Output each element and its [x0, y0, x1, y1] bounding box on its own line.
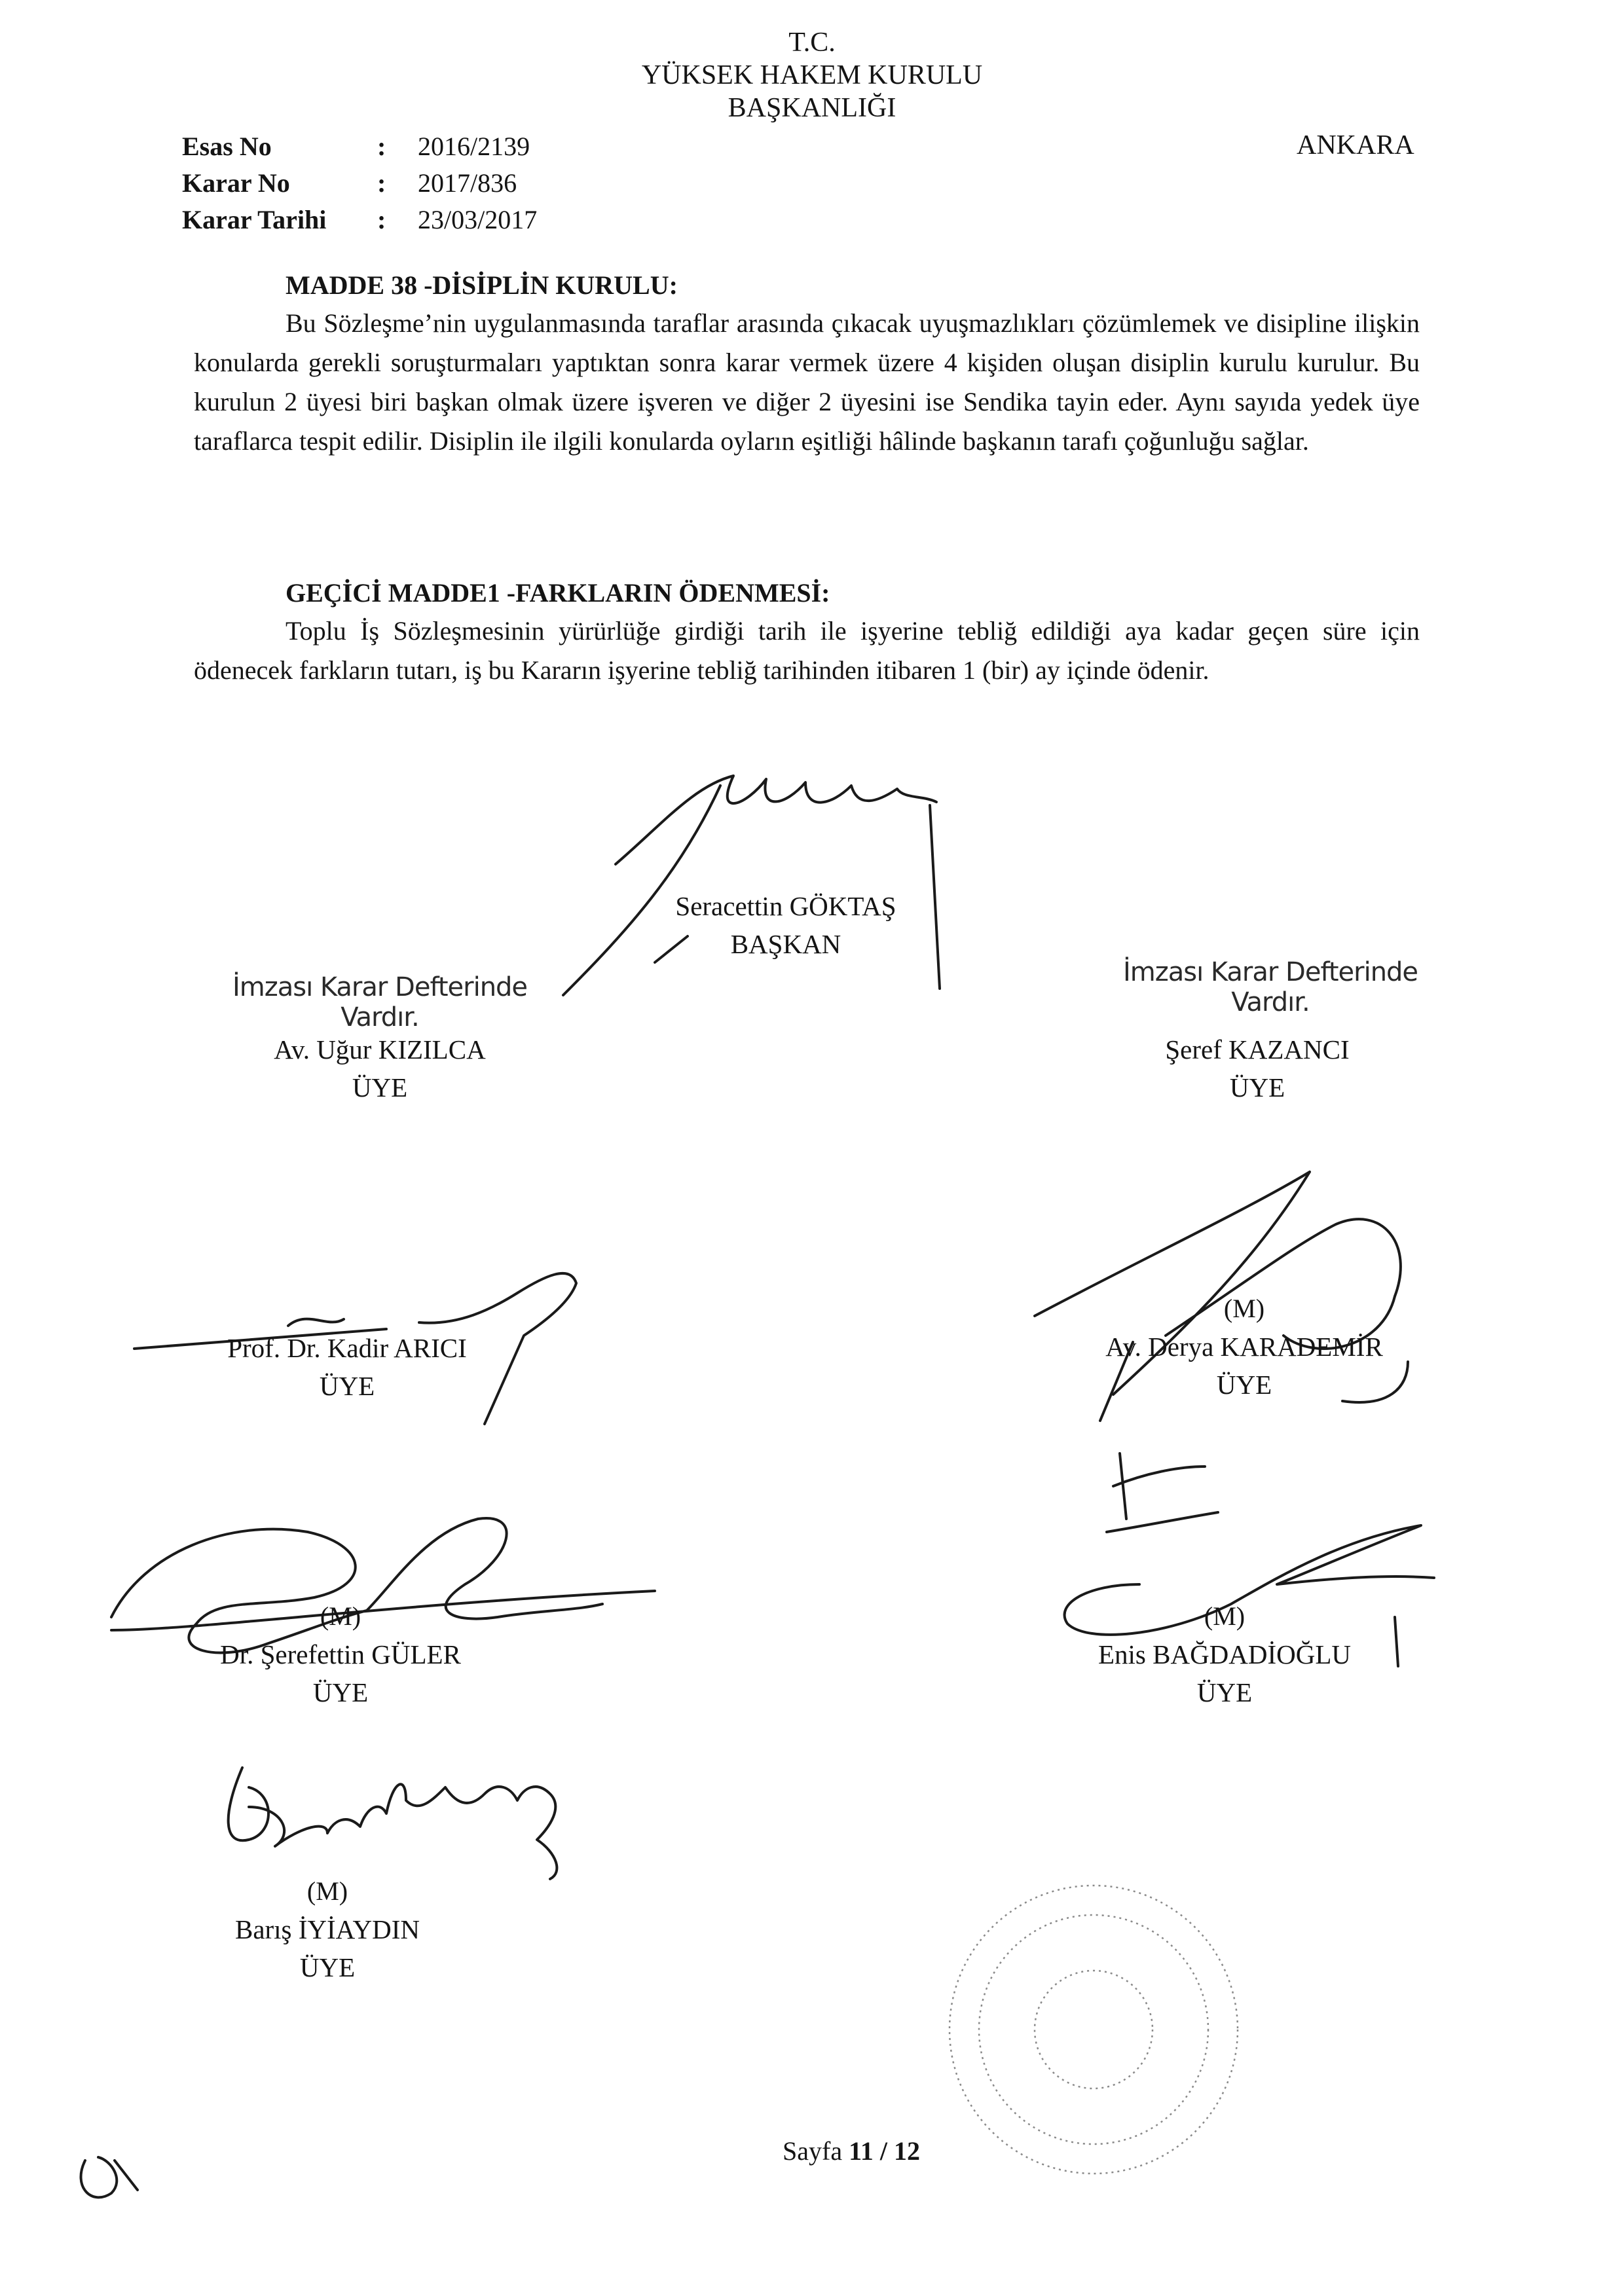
header-institution: YÜKSEK HAKEM KURULU: [641, 60, 983, 90]
member4-mark: (M): [1223, 1294, 1265, 1323]
member6-mark: (M): [1204, 1601, 1246, 1631]
header-city: ANKARA: [1297, 130, 1414, 160]
member5-name: Dr. Şerefettin GÜLER: [220, 1639, 461, 1669]
karar-row: [182, 165, 537, 202]
tarih-label: Karar Tarihi: [182, 205, 327, 234]
signatory-member1: [196, 1030, 563, 1106]
member6-role: ÜYE: [1196, 1677, 1253, 1707]
article-38: [194, 267, 1420, 461]
header-tc: T.C.: [788, 27, 836, 58]
karar-colon: :: [377, 168, 386, 198]
signatory-member5: [157, 1597, 524, 1711]
member7-mark: (M): [306, 1876, 348, 1906]
page-current: 11: [849, 2136, 874, 2166]
member3-name: Prof. Dr. Kadir ARICI: [227, 1333, 467, 1363]
esas-row: [182, 128, 537, 165]
temporary-article: [194, 575, 1420, 690]
article-38-body: Bu Sözleşme’nin uygulanmasında taraflar arasında çıkacak uyuşmazlıkları çözümlemek ve disipline ilişkin konularda gerekli soruşturmaları yaptıktan sonra karar vermek üzere 4 kişiden oluşan disiplin kurulu kurulur. Bu kurulun 2 üyesi biri başkan olmak üzere işveren ve diğer 2 üyesini ise Sendika tayin eder. Aynı sayıda yedek üye taraflarca tespit edilir. Disiplin ile ilgili konularda oyların eşitliği hâlinde başkanın tarafı çoğunluğu sağlar.: [194, 308, 1420, 456]
temporary-article-body: Toplu İş Sözleşmesinin yürürlüğe girdiği tarih ile işyerine tebliğ edildiği aya kadar geçen süre için ödenecek farkların tutarı, iş bu Kararın işyerine tebliğ tarihinden itibaren 1 (bir) ay içinde ödenir.: [194, 616, 1420, 685]
member7-signature: [229, 1768, 557, 1879]
member2-name: Şeref KAZANCI: [1165, 1034, 1350, 1065]
signatory-member3: [183, 1329, 511, 1405]
official-seal-stamp: [950, 1886, 1238, 2174]
tarih-colon: :: [377, 205, 386, 234]
member2-signature-note: İmzası Karar Defterinde Vardır.: [1122, 957, 1418, 1017]
member4-name: Av. Derya KARADEMİR: [1105, 1332, 1383, 1362]
article-38-title: MADDE 38 -DİSİPLİN KURULU:: [286, 270, 678, 300]
page-number: [720, 2136, 982, 2166]
signatory-member6: [1061, 1597, 1388, 1711]
president-name: Seracettin GÖKTAŞ: [675, 891, 896, 921]
member7-role: ÜYE: [299, 1952, 356, 1982]
document-header: [0, 26, 1624, 124]
temporary-article-title: GEÇİCİ MADDE1 -FARKLARIN ÖDENMESİ:: [286, 578, 830, 608]
signatory-member2: [1074, 1030, 1441, 1106]
esas-label: Esas No: [182, 132, 272, 161]
signatory-member4: [1048, 1290, 1441, 1404]
member4-role: ÜYE: [1216, 1370, 1272, 1400]
member5-role: ÜYE: [312, 1677, 369, 1707]
karar-value: 2017/836: [418, 168, 517, 198]
member5-mark: (M): [320, 1601, 361, 1631]
tarih-value: 23/03/2017: [418, 205, 538, 234]
initials-mark: [81, 2157, 138, 2197]
signatory-president: [616, 887, 956, 963]
member2-role: ÜYE: [1229, 1072, 1285, 1102]
signatory-member7: [183, 1872, 471, 1986]
member1-role: ÜYE: [352, 1072, 408, 1102]
president-role: BAŞKAN: [730, 929, 841, 959]
page-total: 12: [894, 2136, 920, 2166]
tarih-row: [182, 202, 537, 238]
esas-colon: :: [377, 132, 386, 161]
page-separator: /: [879, 2136, 887, 2166]
header-presidency: BAŞKANLIĞI: [728, 93, 896, 123]
karar-label: Karar No: [182, 168, 290, 198]
member1-signature-note: İmzası Karar Defterinde Vardır.: [232, 972, 528, 1032]
member1-name: Av. Uğur KIZILCA: [274, 1034, 486, 1065]
page-label: Sayfa: [783, 2136, 843, 2166]
case-info: [182, 128, 537, 238]
member3-role: ÜYE: [319, 1371, 375, 1401]
esas-value: 2016/2139: [418, 132, 530, 161]
member7-name: Barış İYİAYDIN: [234, 1914, 420, 1944]
member6-name: Enis BAĞDADİOĞLU: [1098, 1639, 1352, 1669]
